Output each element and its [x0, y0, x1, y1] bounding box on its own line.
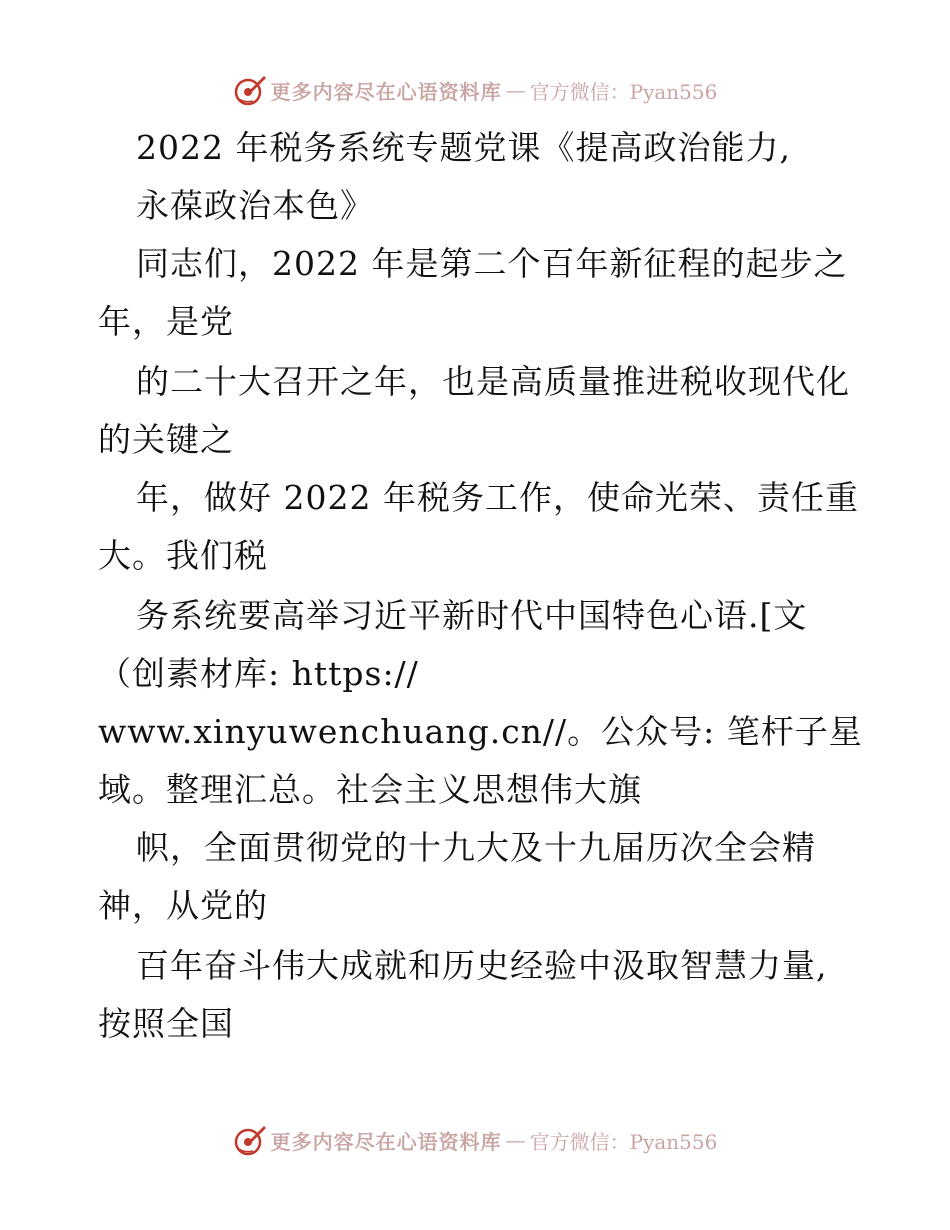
body-line: www.xinyuwenchuang.cn//。公众号: 笔杆子星	[98, 712, 863, 751]
banner-dash: —	[505, 1128, 526, 1152]
body-line: 域。整理汇总。社会主义思想伟大旗	[98, 770, 642, 809]
pen-logo-icon	[233, 1123, 267, 1157]
body-line: 的二十大召开之年，也是高质量推进税收现代化	[136, 362, 850, 401]
banner-title: 更多内容尽在心语资料库	[270, 1129, 502, 1154]
body-line: 的关键之	[98, 420, 234, 459]
body-line: 大。我们税	[98, 536, 268, 575]
title-line-1: 2022 年税务系统专题党课《提高政治能力,	[136, 128, 791, 167]
title-line-2: 永葆政治本色》	[136, 186, 374, 225]
body-line: 百年奋斗伟大成就和历史经验中汲取智慧力量,	[136, 946, 828, 985]
body-line: 年，做好 2022 年税务工作，使命光荣、责任重	[136, 478, 859, 517]
body-line: 帜，全面贯彻党的十九大及十九届历次全会精	[136, 828, 816, 867]
body-line: 同志们，2022 年是第二个百年新征程的起步之	[136, 244, 848, 283]
banner-title: 更多内容尽在心语资料库	[270, 79, 502, 104]
header-banner	[0, 70, 950, 110]
body-line: 年，是党	[98, 302, 234, 341]
banner-contact: 官方微信：Pyan556	[529, 1129, 718, 1154]
body-line: 神，从党的	[98, 886, 268, 925]
pen-logo-icon	[233, 73, 267, 107]
body-line: （创素材库: https://	[98, 654, 419, 693]
body-line: 按照全国	[98, 1004, 234, 1043]
footer-banner	[0, 1120, 950, 1160]
banner-dash: —	[505, 78, 526, 102]
body-line: 务系统要高举习近平新时代中国特色心语.[文	[136, 596, 808, 635]
banner-contact: 官方微信：Pyan556	[529, 79, 718, 104]
